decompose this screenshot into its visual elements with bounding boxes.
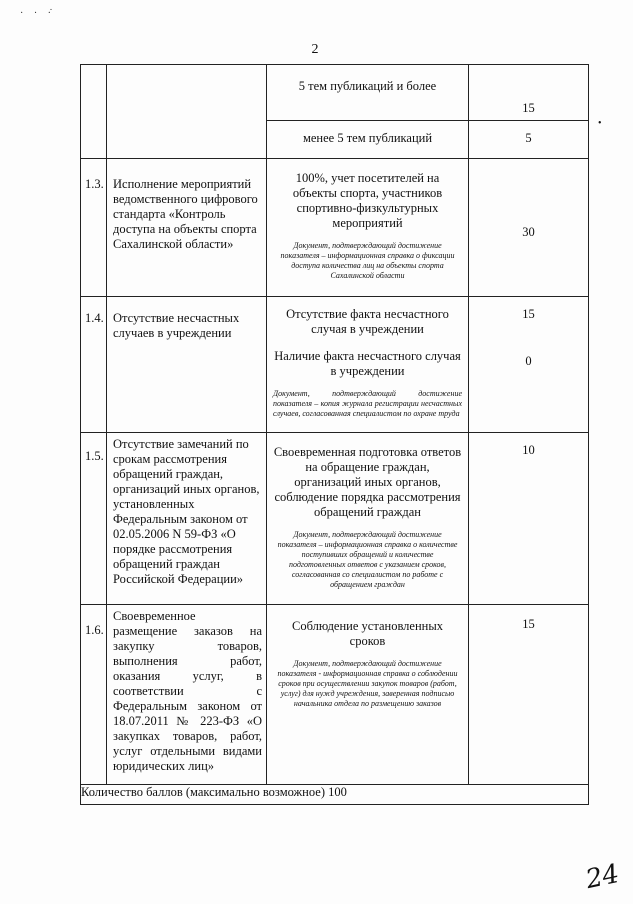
scan-speck: • — [598, 118, 602, 129]
criterion-text: Соблюдение установленных сроков — [292, 619, 443, 648]
table-row — [81, 605, 589, 785]
indicator-name: Отсутствие замечаний по срокам рассмотрения обращений граждан, организаций иных органов, установленных Федеральным законом от 02.05.2006 N 59-ФЗ «О порядке рассмотрения обращений граждан Российской Федерации» — [113, 437, 260, 586]
handwritten-page-number: 24 — [583, 858, 622, 896]
points-cell — [469, 121, 589, 159]
points-cell — [469, 65, 589, 121]
points-value: 15 — [522, 617, 535, 631]
row-number: 1.3. — [85, 177, 104, 191]
indicator-name: Своевременное размещение заказов на закупку товаров, выполнения работ, оказания услуг, в соответствии с Федеральным законом от 18.07.2011 № 223-ФЗ «О закупках товаров, работ, услуг отдельными видами юридических лиц» — [113, 609, 262, 773]
points-value: 15 — [522, 307, 535, 321]
criterion-text: Наличие факта несчастного случая в учреждении — [274, 349, 461, 378]
points-value: 15 — [522, 101, 535, 115]
table-row — [81, 297, 589, 433]
indicator-name: Отсутствие несчастных случаев в учреждении — [113, 311, 240, 340]
page-number: 2 — [311, 42, 319, 57]
scan-specks: · · ·̇ — [20, 8, 55, 19]
points-value: 10 — [522, 443, 535, 457]
indicator-name: Исполнение мероприятий ведомственного цифрового стандарта «Контроль доступа на объекты спорта Сахалинской области» — [113, 177, 258, 251]
criterion-text: 100%, учет посетителей на объекты спорта, участников спортивно-физкультурных мероприятий — [292, 171, 443, 230]
row-number: 1.4. — [85, 311, 104, 325]
document-note: Документ, подтверждающий достижение показателя – копия журнала регистрации несчастных случаев, согласованная специалистом по охране труда — [273, 389, 462, 418]
table-row — [81, 433, 589, 605]
row-number: 1.6. — [85, 623, 104, 637]
points-value: 5 — [525, 131, 532, 145]
total-points: Количество баллов (максимально возможное) 100 — [81, 785, 589, 805]
criterion-text: Отсутствие факта несчастного случая в учреждении — [286, 307, 449, 336]
table-footer-row — [81, 785, 589, 805]
criterion-text: менее 5 тем публикаций — [302, 131, 433, 145]
table-row — [81, 65, 589, 121]
criteria-table — [80, 64, 589, 805]
criterion-text: 5 тем публикаций и более — [298, 79, 437, 93]
points-value: 0 — [525, 354, 532, 368]
table-row — [81, 159, 589, 297]
document-note: Документ, подтверждающий достижение показателя – информационная справка о количестве поступивших обращений и количестве подготовленных ответов с указанием сроков, согласованная со специалистом по работе с обращением граждан — [277, 530, 458, 589]
criterion-cell — [267, 121, 469, 159]
points-value: 30 — [522, 225, 535, 239]
row-number-cell — [81, 65, 107, 159]
indicator-cell — [107, 65, 267, 159]
document-note: Документ, подтверждающий достижение показателя – информационная справка о фиксации доступа количества лиц на объекты спорта Сахалинской области — [280, 241, 455, 280]
row-number: 1.5. — [85, 449, 104, 463]
criterion-cell — [267, 65, 469, 121]
criterion-text: Своевременная подготовка ответов на обращение граждан, организаций иных органов, соблюдение порядка рассмотрения обращений граждан — [273, 445, 462, 519]
document-note: Документ, подтверждающий достижение показателя - информационная справка о соблюдении сроков при осуществлении закупок товаров (работ, услуг) для нужд учреждения, заверенная подписью начальника отдела по размещению заказов — [277, 659, 458, 708]
